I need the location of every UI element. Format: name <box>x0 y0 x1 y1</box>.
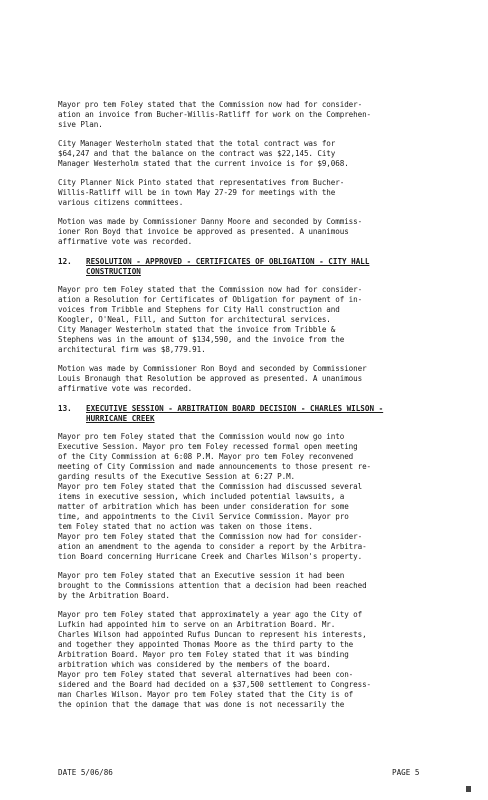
text-line: Mayor pro tem Foley stated that the Commission had discussed several <box>58 482 363 491</box>
scan-mark <box>466 786 471 792</box>
text-line: $64,247 and that the balance on the contract was $22,145. City <box>58 149 336 158</box>
text-line: sive Plan. <box>58 120 103 129</box>
text-line: Mayor pro tem Foley stated that the Commission now had for consider- <box>58 100 363 109</box>
text-line: Mayor pro tem Foley stated that approximately a year ago the City of <box>58 610 363 619</box>
text-line: City Manager Westerholm stated that the total contract was for <box>58 139 336 148</box>
text-line: of the City Commission at 6:08 P.M. Mayor pro tem Foley reconvened <box>58 452 354 461</box>
text-line: Executive Session. Mayor pro tem Foley recessed formal open meeting <box>58 442 358 451</box>
text-line: Mayor pro tem Foley stated that the Commission would now go into <box>58 432 345 441</box>
section-number: 13. <box>58 404 72 413</box>
text-line: time, and appointments to the Civil Service Commission. Mayor pro <box>58 512 349 521</box>
section-title-line: RESOLUTION - APPROVED - CERTIFICATES OF OBLIGATION - CITY HALL <box>86 257 370 266</box>
text-line: sidered and the Board had decided on a $37,500 settlement to Congress- <box>58 680 372 689</box>
text-line: various citizens committees. <box>58 198 184 207</box>
text-line: matter of arbitration which has been under consideration for some <box>58 502 349 511</box>
text-line: arbitration which was considered by the members of the board. <box>58 660 331 669</box>
text-line: Mayor pro tem Foley stated that the Commission now had for consider- <box>58 285 363 294</box>
text-line: ioner Ron Boyd that invoice be approved as presented. A unanimous <box>58 227 349 236</box>
text-line: affirmative vote was recorded. <box>58 384 193 393</box>
text-line: Arbitration Board. Mayor pro tem Foley stated that it was binding <box>58 650 349 659</box>
text-line: and together they appointed Thomas Moore as the third party to the <box>58 640 354 649</box>
text-line: meeting of City Commission and made announcements to those present re- <box>58 462 372 471</box>
text-line: voices from Tribble and Stephens for City Hall construction and <box>58 305 340 314</box>
text-line: items in executive session, which included potential lawsuits, a <box>58 492 345 501</box>
text-line: ation an amendment to the agenda to consider a report by the Arbitra- <box>58 542 367 551</box>
text-line: Louis Bronaugh that Resolution be approved as presented. A unanimous <box>58 374 363 383</box>
text-line: garding results of the Executive Session at 6:27 P.M. <box>58 472 296 481</box>
text-line: Mayor pro tem Foley stated that the Commission now had for consider- <box>58 532 363 541</box>
text-line: ation an invoice from Bucher-Willis-Ratliff for work on the Comprehen- <box>58 110 372 119</box>
text-line: Motion was made by Commissioner Ron Boyd and seconded by Commissioner <box>58 364 367 373</box>
text-line: Mayor pro tem Foley stated that several alternatives had been con- <box>58 670 354 679</box>
text-line: man Charles Wilson. Mayor pro tem Foley stated that the City is of <box>58 690 354 699</box>
text-line: Lufkin had appointed him to serve on an Arbitration Board. Mr. <box>58 620 336 629</box>
text-line: City Manager Westerholm stated that the invoice from Tribble & <box>58 325 336 334</box>
section-title-line: HURRICANE CREEK <box>86 414 155 423</box>
text-line: Manager Westerholm stated that the current invoice is for $9,068. <box>58 159 349 168</box>
text-line: City Planner Nick Pinto stated that representatives from Bucher- <box>58 178 345 187</box>
text-line: tion Board concerning Hurricane Creek and Charles Wilson's property. <box>58 552 363 561</box>
text-line: tem Foley stated that no action was taken on those items. <box>58 522 313 531</box>
text-line: Willis-Ratliff will be in town May 27-29 for meetings with the <box>58 188 336 197</box>
text-line: Charles Wilson had appointed Rufus Duncan to represent his interests, <box>58 630 367 639</box>
text-line: the opinion that the damage that was done is not necessarily the <box>58 700 345 709</box>
text-line: Stephens was in the amount of $134,590, and the invoice from the <box>58 335 345 344</box>
text-line: Koogler, O'Neal, Fill, and Sutton for architectural services. <box>58 315 331 324</box>
text-line: brought to the Commissions attention that a decision had been reached <box>58 581 367 590</box>
text-line: affirmative vote was recorded. <box>58 237 193 246</box>
text-line: by the Arbitration Board. <box>58 591 170 600</box>
section-title-line: CONSTRUCTION <box>86 267 141 276</box>
section-title-line: EXECUTIVE SESSION - ARBITRATION BOARD DECISION - CHARLES WILSON - <box>86 404 384 413</box>
footer-date: DATE 5/06/86 <box>58 768 113 777</box>
footer-page-number: PAGE 5 <box>392 768 420 777</box>
text-line: ation a Resolution for Certificates of Obligation for payment of in- <box>58 295 363 304</box>
text-line: Mayor pro tem Foley stated that an Executive session it had been <box>58 571 345 580</box>
section-number: 12. <box>58 257 72 266</box>
text-line: Motion was made by Commissioner Danny Moore and seconded by Commiss- <box>58 217 363 226</box>
text-line: architectural firm was $8,779.91. <box>58 345 206 354</box>
